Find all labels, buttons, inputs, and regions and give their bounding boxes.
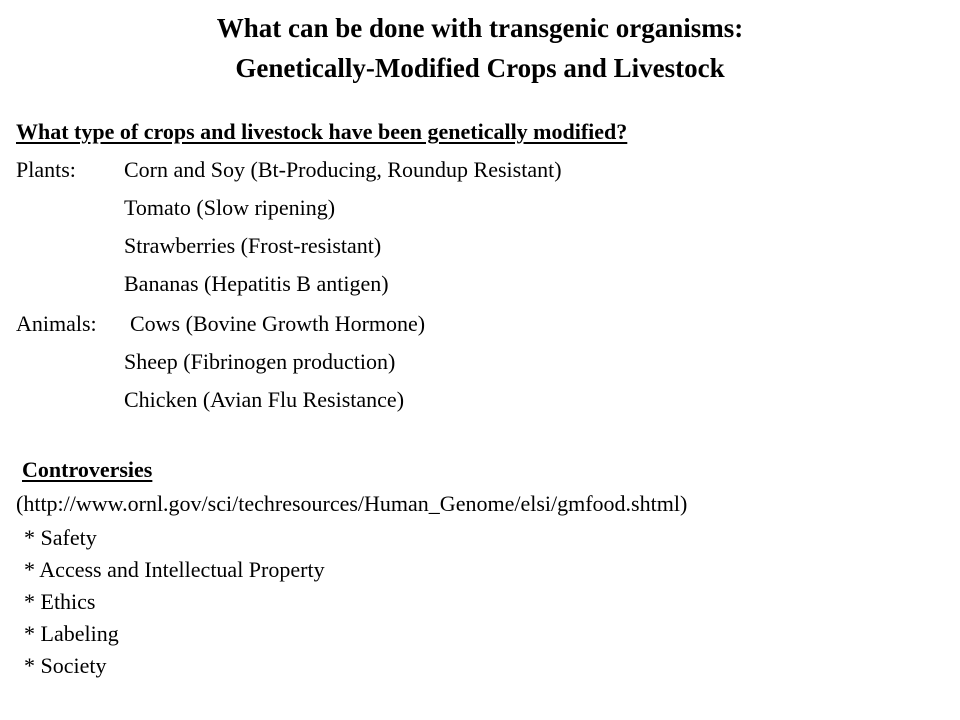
- animals-label: Animals:: [16, 311, 97, 336]
- controversy-item: * Safety: [24, 525, 97, 550]
- plant-item: Bananas (Hepatitis B antigen): [124, 271, 389, 296]
- controversies-heading: Controversies: [22, 457, 153, 482]
- source-link[interactable]: (http://www.ornl.gov/sci/techresources/Human_Genome/elsi/gmfood.shtml): [16, 491, 688, 516]
- plant-item: Tomato (Slow ripening): [124, 195, 336, 220]
- modified-heading: What type of crops and livestock have been genetically modified?: [16, 119, 628, 144]
- controversy-item: * Access and Intellectual Property: [24, 557, 325, 582]
- animal-item: Chicken (Avian Flu Resistance): [124, 387, 405, 412]
- slide-title-line-2: Genetically-Modified Crops and Livestock: [235, 53, 725, 83]
- slide-title-line-1: What can be done with transgenic organisms:: [216, 13, 744, 43]
- controversy-item: * Labeling: [24, 621, 119, 646]
- controversy-item: * Society: [24, 653, 107, 678]
- plant-item: Strawberries (Frost-resistant): [124, 233, 382, 258]
- plants-label: Plants:: [16, 157, 76, 182]
- animal-item: Sheep (Fibrinogen production): [124, 349, 396, 374]
- animal-item: Cows (Bovine Growth Hormone): [130, 311, 426, 336]
- plant-item: Corn and Soy (Bt-Producing, Roundup Resistant): [124, 157, 562, 182]
- controversy-item: * Ethics: [24, 589, 96, 614]
